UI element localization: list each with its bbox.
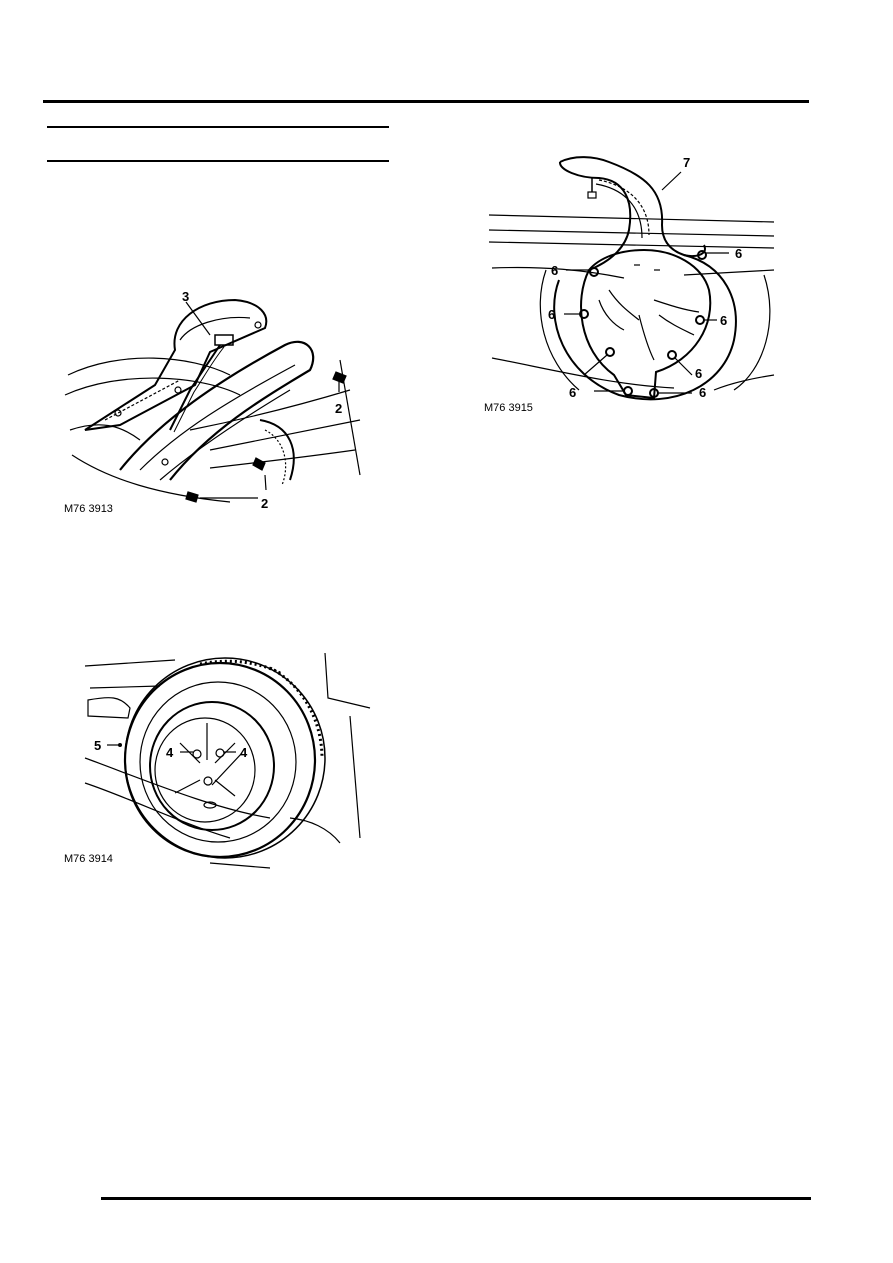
callout-6d: 6 [699, 385, 707, 400]
figure-m76-3915 [484, 150, 784, 420]
callout-2b: 2 [261, 496, 269, 511]
header-rule [43, 100, 809, 103]
figure-ref: M76 3914 [64, 853, 113, 865]
figure-m76-3913 [60, 280, 380, 520]
figure-m76-3914 [60, 648, 380, 873]
callout-4b: 4 [240, 745, 248, 760]
footer-rule [101, 1197, 811, 1200]
callout-6c: 6 [569, 385, 577, 400]
callout-7: 7 [683, 155, 691, 170]
section-rule-top [47, 126, 389, 128]
callout-6e: 6 [720, 313, 728, 328]
figure-ref: M76 3915 [484, 402, 533, 414]
callout-6f: 6 [735, 246, 743, 261]
section-rule-bottom [47, 160, 389, 162]
figure-ref: M76 3913 [64, 503, 113, 515]
callout-6a: 6 [551, 263, 559, 278]
callout-6g: 6 [695, 366, 703, 381]
callout-5: 5 [94, 738, 102, 753]
callout-4a: 4 [166, 745, 174, 760]
callout-2a: 2 [335, 401, 343, 416]
callout-3: 3 [182, 289, 190, 304]
callout-6b: 6 [548, 307, 556, 322]
